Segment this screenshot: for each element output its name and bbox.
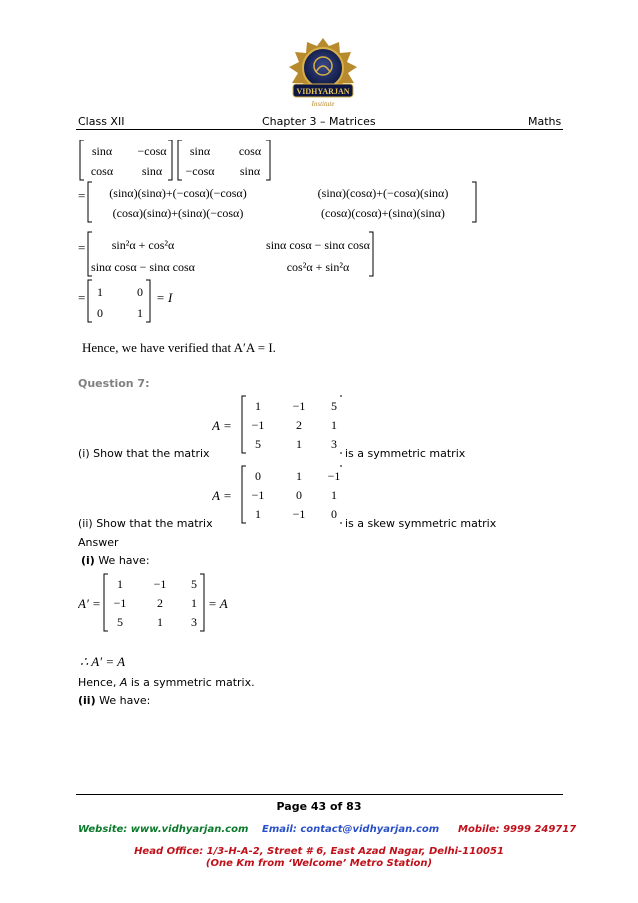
matrix-entry: 1 bbox=[255, 507, 261, 521]
answer-transpose-matrix bbox=[78, 572, 238, 634]
matrix-entry: 1 bbox=[331, 488, 337, 502]
verification-block bbox=[78, 140, 498, 360]
matrix-entry: sinα cosα − sinα cosα bbox=[266, 238, 370, 252]
email-link[interactable]: Email: contact@vidhyarjan.com bbox=[262, 824, 440, 835]
matrix-left-bracket bbox=[242, 396, 246, 453]
matrix-entry: 1 bbox=[255, 399, 261, 413]
matrix-label: A = bbox=[212, 418, 232, 433]
matrix-entry: 3 bbox=[191, 615, 197, 629]
matrix-entry: 1 bbox=[191, 596, 197, 610]
matrix-entry: sin²α + cos²α bbox=[111, 238, 175, 252]
matrix-entry: 0 bbox=[255, 469, 261, 483]
matrix-entry: −1 bbox=[292, 507, 306, 521]
page-number: Page 43 of 83 bbox=[276, 800, 362, 813]
matrix-entry: (sinα)(cosα)+(−cosα)(sinα) bbox=[317, 186, 449, 200]
matrix-entry: −cosα bbox=[185, 164, 215, 178]
matrix-entry: 1 bbox=[157, 615, 163, 629]
matrix-right-bracket bbox=[266, 140, 270, 180]
matrix-left-bracket bbox=[88, 182, 92, 222]
question-part2-matrix bbox=[212, 464, 342, 526]
matrix-entry: 0 bbox=[331, 507, 337, 521]
matrix-entry: sinα cosα − sinα cosα bbox=[91, 260, 195, 274]
answer-part2-intro bbox=[78, 694, 150, 707]
answer-part2-text: We have: bbox=[99, 694, 151, 707]
matrix-entry: cos²α + sin²α bbox=[286, 260, 350, 274]
matrix-entry: 1 bbox=[137, 306, 143, 320]
equals-sign: = bbox=[78, 290, 86, 305]
matrix-left-bracket bbox=[242, 466, 246, 523]
matrix-label: A = bbox=[212, 488, 232, 503]
matrix-entry: −1 bbox=[292, 399, 306, 413]
matrix-entry: 5 bbox=[255, 437, 261, 451]
institute-logo bbox=[283, 36, 363, 112]
matrix-entry: −1 bbox=[113, 596, 127, 610]
identity-result: = I bbox=[156, 290, 173, 305]
answer-part1-intro bbox=[81, 554, 150, 567]
matrix-right-bracket bbox=[472, 182, 476, 222]
matrix-left-bracket bbox=[88, 280, 92, 322]
matrix-entry: −1 bbox=[251, 488, 265, 502]
svg-text:VIDHYARJAN: VIDHYARJAN bbox=[296, 87, 350, 96]
mobile-number: Mobile: 9999 249717 bbox=[458, 824, 577, 835]
matrix-right-bracket bbox=[146, 280, 150, 322]
header-subject: Maths bbox=[528, 115, 562, 128]
matrix-entry: (sinα)(sinα)+(−cosα)(−cosα) bbox=[109, 186, 247, 200]
svg-text:Institute: Institute bbox=[311, 100, 335, 108]
matrix-entry: −cosα bbox=[137, 144, 167, 158]
matrix-left-bracket bbox=[80, 140, 84, 180]
verification-equations bbox=[78, 140, 498, 360]
matrix-entry: 3 bbox=[331, 437, 337, 451]
question-part2-suffix: is a skew symmetric matrix bbox=[345, 517, 497, 530]
answer-part2-label: (ii) bbox=[78, 694, 96, 707]
question-part1-text: (i) Show that the matrix bbox=[78, 447, 210, 460]
matrix-entry: 2 bbox=[296, 418, 302, 432]
header-class: Class XII bbox=[78, 115, 125, 128]
matrix-entry: (cosα)(cosα)+(sinα)(sinα) bbox=[321, 206, 445, 220]
matrix-entry: cosα bbox=[90, 164, 114, 178]
header-chapter: Chapter 3 – Matrices bbox=[262, 115, 376, 128]
answer-part1-label: (i) bbox=[81, 554, 95, 567]
question-part1-suffix: is a symmetric matrix bbox=[345, 447, 466, 460]
matrix-entry: 1 bbox=[97, 285, 103, 299]
matrix-entry: 1 bbox=[296, 469, 302, 483]
matrix-entry: cosα bbox=[238, 144, 262, 158]
question-part2-text: (ii) Show that the matrix bbox=[78, 517, 213, 530]
matrix-entry: (cosα)(sinα)+(sinα)(−cosα) bbox=[112, 206, 244, 220]
matrix-entry: 5 bbox=[117, 615, 123, 629]
matrix-entry: 1 bbox=[117, 577, 123, 591]
matrix-right-bracket bbox=[340, 396, 342, 453]
matrix-entry: 5 bbox=[191, 577, 197, 591]
matrix-entry: sinα bbox=[141, 164, 163, 178]
transpose-result: = A bbox=[208, 596, 228, 611]
matrix-entry: 1 bbox=[331, 418, 337, 432]
matrix-entry: sinα bbox=[91, 144, 113, 158]
footer-divider bbox=[76, 794, 563, 795]
matrix-entry: sinα bbox=[189, 144, 211, 158]
matrix-entry: −1 bbox=[327, 469, 341, 483]
matrix-entry: 1 bbox=[296, 437, 302, 451]
office-address: Head Office: 1/3-H-A-2, Street # 6, East Azad Nagar, Delhi-110051 bbox=[134, 846, 504, 857]
answer-title: Answer bbox=[78, 536, 119, 549]
equals-sign: = bbox=[78, 188, 86, 203]
answer-hence: Hence, A is a symmetric matrix. bbox=[78, 676, 255, 689]
matrix-right-bracket bbox=[200, 574, 204, 631]
equals-sign: = bbox=[78, 240, 86, 255]
matrix-entry: sinα bbox=[239, 164, 261, 178]
verification-conclusion: Hence, we have verified that A′A = I. bbox=[82, 340, 276, 355]
office-landmark: (One Km from ‘Welcome’ Metro Station) bbox=[205, 858, 433, 869]
matrix-entry: 0 bbox=[137, 285, 143, 299]
question-part1-matrix bbox=[212, 394, 342, 456]
matrix-entry: 0 bbox=[296, 488, 302, 502]
header-divider bbox=[76, 129, 563, 130]
matrix-left-bracket bbox=[178, 140, 182, 180]
matrix-entry: 2 bbox=[157, 596, 163, 610]
website-link[interactable]: Website: www.vidhyarjan.com bbox=[78, 824, 249, 835]
matrix-label: A′ = bbox=[78, 596, 101, 611]
matrix-entry: 0 bbox=[97, 306, 103, 320]
question-title: Question 7: bbox=[78, 377, 150, 390]
answer-part1-text: We have: bbox=[98, 554, 150, 567]
answer-therefore: ∴ A′ = A bbox=[80, 654, 126, 669]
matrix-entry: −1 bbox=[153, 577, 167, 591]
matrix-entry: −1 bbox=[251, 418, 265, 432]
matrix-left-bracket bbox=[104, 574, 108, 631]
matrix-entry: 5 bbox=[331, 399, 337, 413]
logo-emblem-icon bbox=[283, 36, 363, 112]
matrix-right-bracket bbox=[168, 140, 172, 180]
